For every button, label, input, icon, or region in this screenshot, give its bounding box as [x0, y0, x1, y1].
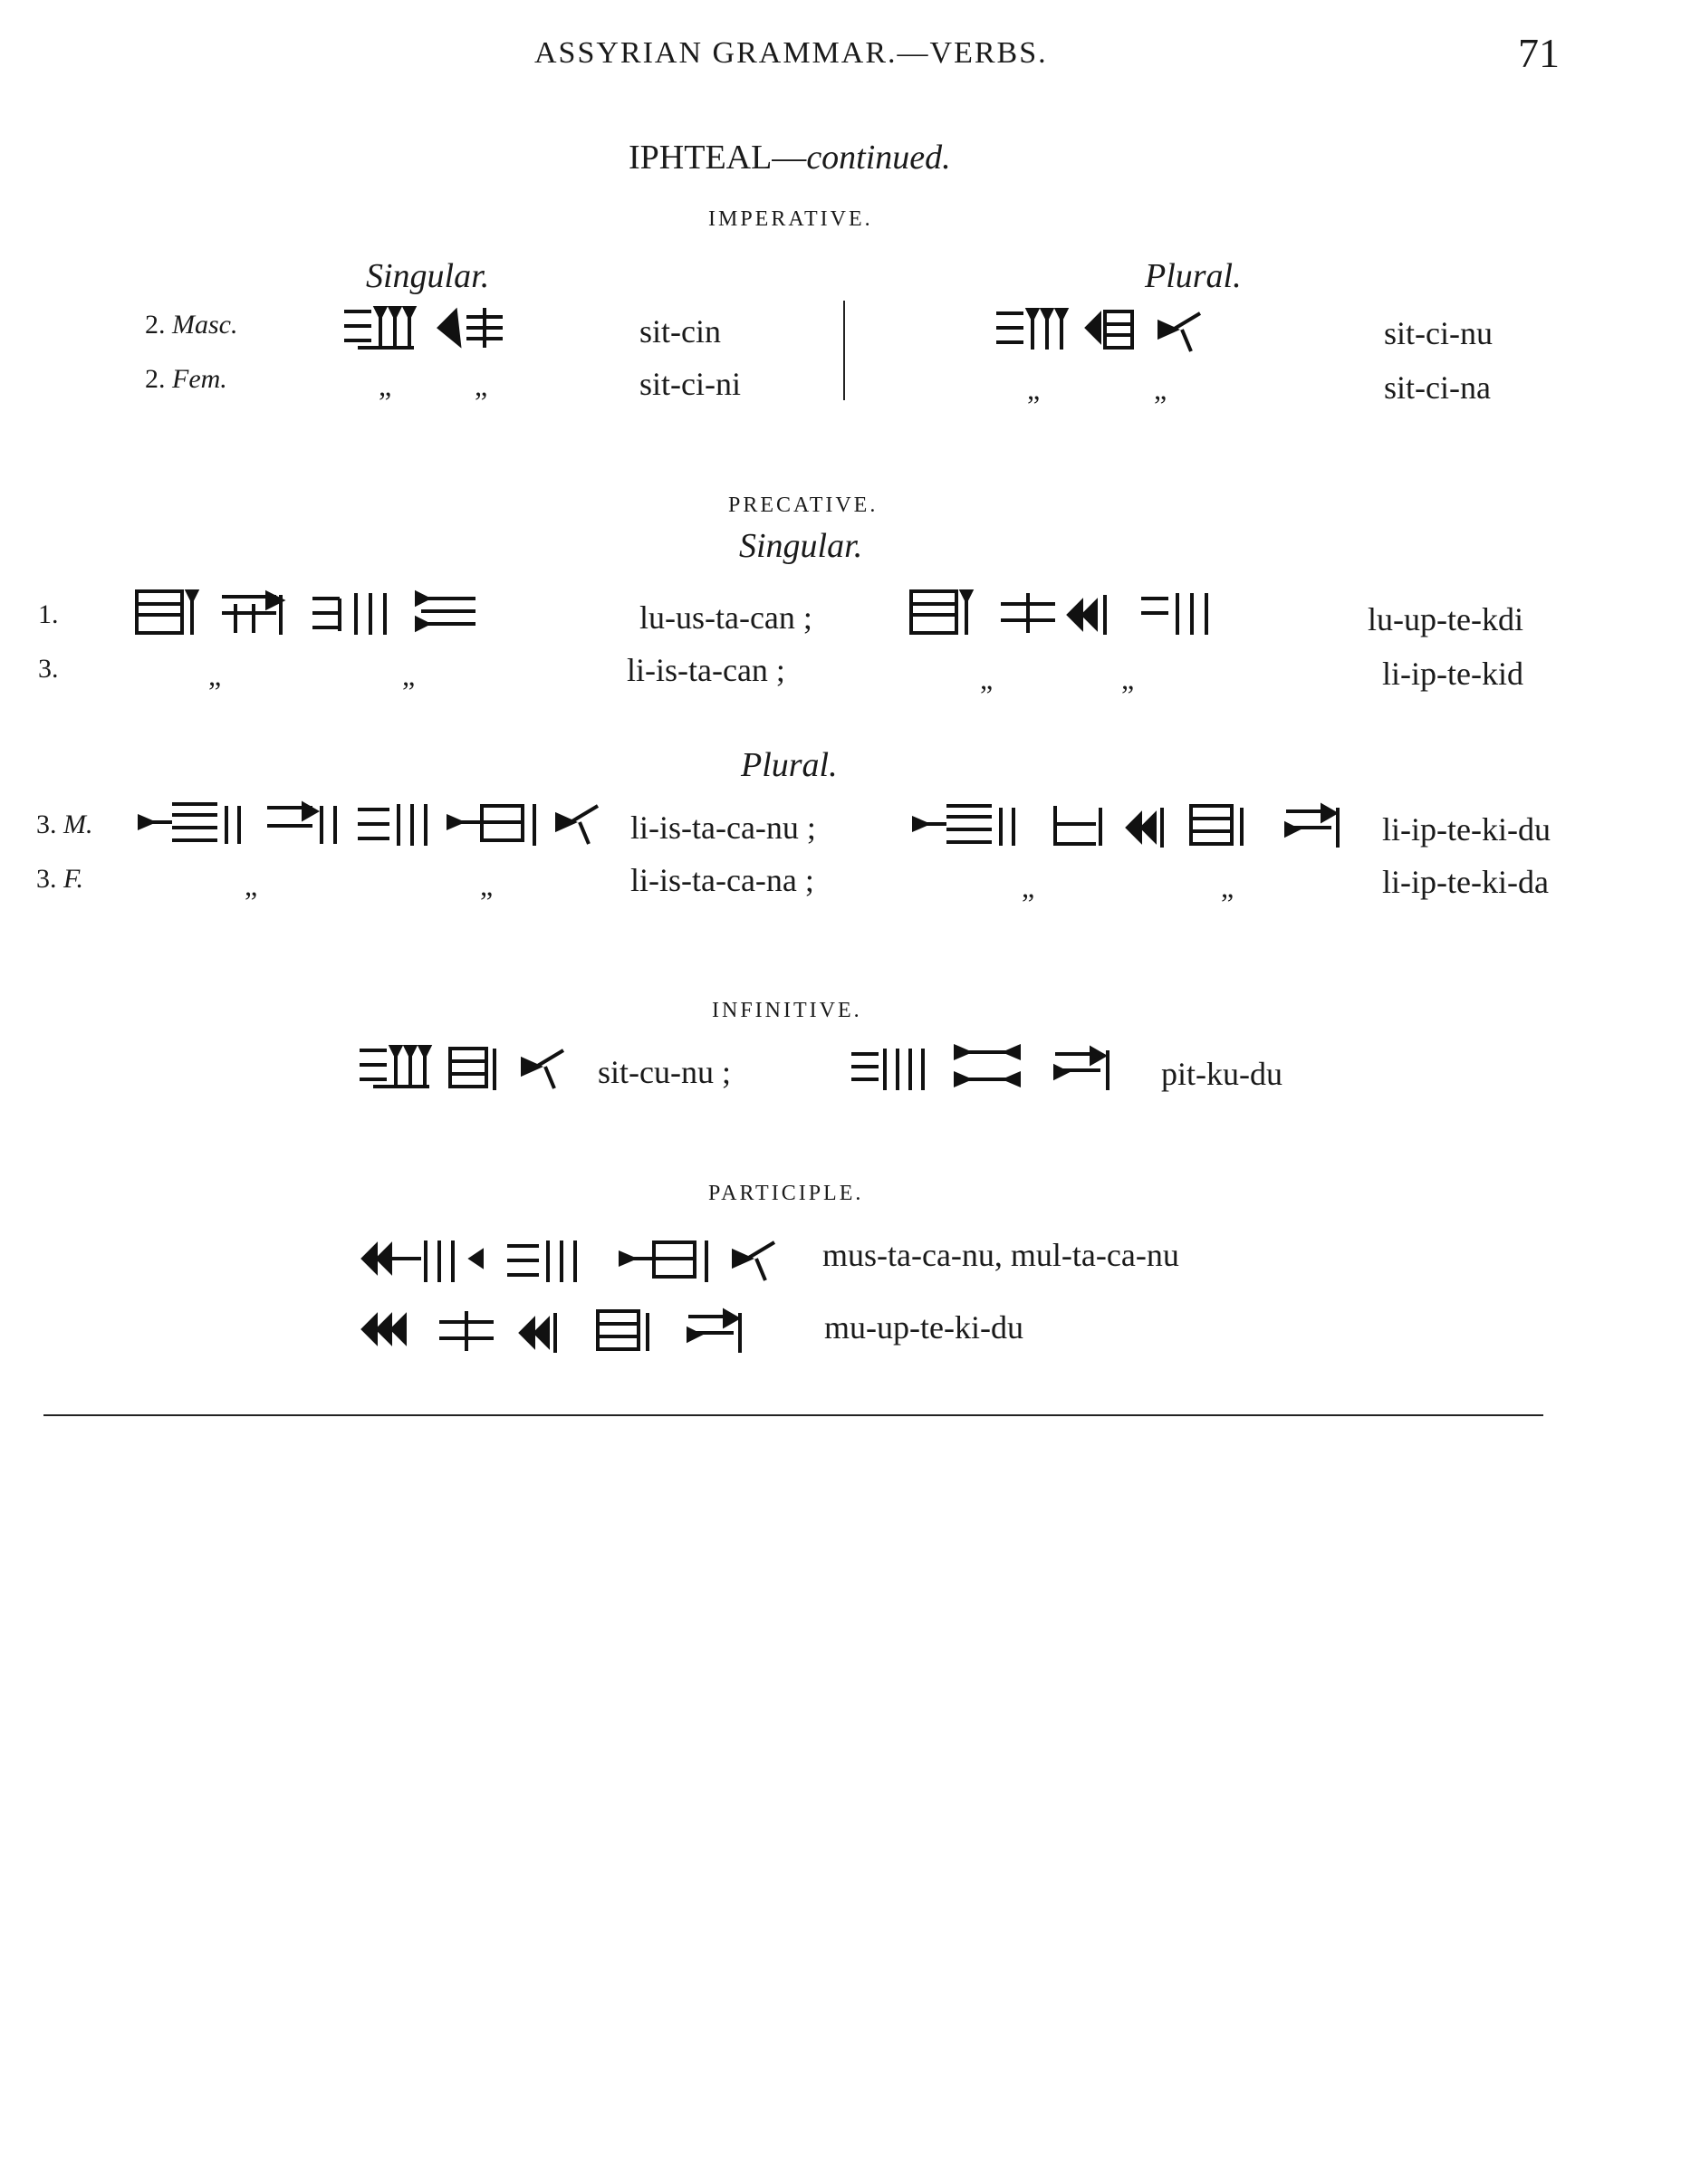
ditto-mark: „	[245, 869, 258, 902]
cuneiform-imperative-plural-masc	[992, 302, 1236, 357]
precative-singular-label: Singular.	[739, 527, 863, 565]
ditto-mark: „	[1022, 871, 1035, 904]
ditto-mark: „	[379, 369, 392, 402]
cuneiform-precative-plural-1-left	[136, 795, 616, 849]
infinitive-left: sit-cu-nu ;	[598, 1054, 731, 1090]
precative-plural-1-left: li-is-ta-ca-nu ;	[630, 809, 816, 846]
cuneiform-infinitive-left	[355, 1039, 581, 1094]
ditto-mark: „	[1027, 373, 1041, 406]
participle-line-1: mus-ta-ca-nu, mul-ta-ca-nu	[822, 1237, 1179, 1273]
ditto-mark: „	[480, 869, 494, 902]
infinitive-right: pit-ku-du	[1161, 1056, 1282, 1092]
precative-singular-1-right: lu-up-te-kdi	[1368, 601, 1523, 637]
precative-plural-1-right: li-ip-te-ki-du	[1382, 811, 1551, 848]
imperative-plural-label: Plural.	[1145, 257, 1242, 295]
cuneiform-precative-singular-1-right	[906, 584, 1241, 642]
precative-heading: PRECATIVE.	[728, 493, 879, 517]
precative-plural-2-right: li-ip-te-ki-da	[1382, 864, 1549, 900]
section-title-sub: continued.	[806, 139, 951, 177]
ditto-mark: „	[402, 659, 416, 692]
participle-heading: PARTICIPLE.	[708, 1182, 864, 1205]
imperative-singular-masc: sit-cin	[639, 313, 721, 350]
running-title: ASSYRIAN GRAMMAR.—VERBS.	[534, 36, 1048, 70]
imperative-singular-label: Singular.	[366, 257, 490, 295]
imperative-singular-fem: sit-ci-ni	[639, 366, 741, 402]
precative-singular-2-right: li-ip-te-kid	[1382, 656, 1523, 692]
ditto-mark: „	[208, 659, 222, 692]
precative-singular-2-left: li-is-ta-can ;	[627, 652, 785, 688]
precative-singular-row-2-person: 3.	[38, 654, 59, 684]
ditto-mark: „	[475, 369, 488, 402]
column-divider	[843, 301, 845, 400]
cuneiform-participle-line-1	[358, 1231, 802, 1286]
imperative-plural-masc: sit-ci-nu	[1384, 315, 1493, 351]
page-number: 71	[1518, 30, 1560, 76]
cuneiform-participle-line-2	[358, 1302, 774, 1356]
section-title-main: IPHTEAL—	[629, 139, 807, 177]
cuneiform-precative-plural-1-right	[910, 797, 1363, 851]
cuneiform-infinitive-right	[847, 1039, 1155, 1094]
cuneiform-precative-singular-1-left	[131, 584, 512, 642]
imperative-row-2-person: 2. Fem.	[145, 364, 227, 394]
infinitive-heading: INFINITIVE.	[712, 999, 862, 1022]
section-title	[629, 140, 951, 175]
precative-plural-label: Plural.	[741, 746, 838, 784]
imperative-row-1-person: 2. Masc.	[145, 310, 238, 340]
precative-plural-2-left: li-is-ta-ca-na ;	[630, 862, 814, 898]
cuneiform-imperative-singular-masc	[340, 301, 539, 355]
participle-line-2: mu-up-te-ki-du	[824, 1309, 1023, 1346]
ditto-mark: „	[1121, 663, 1135, 695]
ditto-mark: „	[980, 663, 994, 695]
ditto-mark: „	[1221, 871, 1234, 904]
section-end-rule	[43, 1414, 1543, 1416]
ditto-mark: „	[1154, 373, 1167, 406]
precative-singular-1-left: lu-us-ta-can ;	[639, 599, 812, 636]
imperative-heading: IMPERATIVE.	[708, 207, 873, 231]
precative-plural-row-1-person: 3. M.	[36, 809, 93, 839]
imperative-plural-fem: sit-ci-na	[1384, 369, 1491, 406]
precative-singular-row-1-person: 1.	[38, 599, 59, 629]
precative-plural-row-2-person: 3. F.	[36, 864, 83, 894]
